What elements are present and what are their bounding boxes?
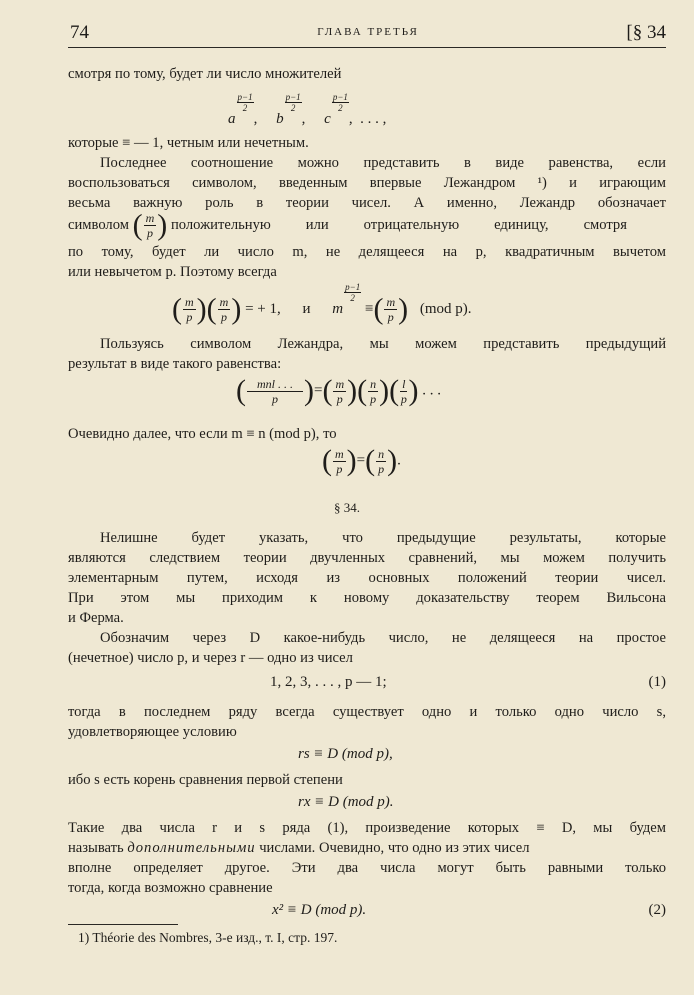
chapter-title: ГЛАВА ТРЕТЬЯ: [317, 26, 419, 38]
text-line: смотря по тому, будет ли число множителей: [68, 66, 342, 82]
text-line: тогда в последнем ряду всегда существует одно и только одно число s,: [68, 704, 666, 720]
text-line: Такие два числа r и s ряда (1), произведение которых ≡ D, мы будем: [68, 820, 666, 836]
text-line: Нелишне будет указать, что предыдущие результаты, которые: [100, 530, 666, 546]
header-rule: [68, 47, 666, 48]
text-line: Пользуясь символом Лежандра, мы можем представить предыдущий: [100, 336, 666, 352]
text-line: (нечетное) число p, и через r — одно из чисел: [68, 650, 353, 666]
powers-equation: a $\frac{p-1}{2}$, b $\frac{p-1}{2}$, c $\frac{p-1}{2}$, . . . ,: [228, 92, 387, 127]
running-header: [70, 22, 666, 46]
legendre-equation-2: ( $\frac{\text{mnl . . .}}{p}$ )=( $\frac{m}{p}$ )( $\frac{n}{p}$ )( $\frac{l}{p}$ ) . . .: [236, 374, 441, 407]
legendre-equation-1: ( $\frac{m}{p}$ )( $\frac{m}{p}$ ) = + 1, и m $\frac{p-1}{2}$ ≡( $\frac{m}{p}$ ) (mod p).: [172, 282, 472, 326]
sequence-equation: 1, 2, 3, . . . , p — 1;: [270, 674, 387, 690]
text-line: которые ≡ — 1, четным или нечетным.: [68, 135, 309, 151]
footnote-mark: 1): [78, 930, 90, 945]
text-line: являются следствием теории двучленных сравнений, мы можем получить: [68, 550, 666, 566]
text-line: символом ( $\frac{m}{p}$ ) положительную или отрицательную единицу, смотря: [68, 208, 627, 242]
footnote: [78, 930, 337, 946]
text-line: результат в виде такого равенства:: [68, 356, 282, 372]
text-line: удовлетворяющее условию: [68, 724, 237, 740]
text-line: ибо s есть корень сравнения первой степени: [68, 772, 343, 788]
text-line: весьма важную роль в теории чисел. А именно, Лежандр обозначает: [68, 195, 666, 211]
congruence-x2: x² ≡ D (mod p).: [272, 902, 367, 918]
equation-number-2: (2): [648, 902, 666, 918]
footnote-text: Théorie des Nombres, 3-е изд., т. I, стр. 197.: [92, 930, 338, 945]
text-line: воспользоваться символом, введенным впервые Лежандром ¹) и играющим: [68, 175, 666, 191]
section-heading: § 34.: [334, 500, 360, 515]
text-line: элементарным путем, исходя из основных положений теории чисел.: [68, 570, 666, 586]
text-line: Очевидно далее, что если m ≡ n (mod p), то: [68, 426, 337, 442]
text-line: называть дополнительными числами. Очевидно, что одно из этих чисел: [68, 840, 530, 856]
footnote-rule: [68, 924, 178, 925]
text-line: тогда, когда возможно сравнение: [68, 880, 273, 896]
text-line: При этом мы приходим к новому доказательству теорем Вильсона: [68, 590, 666, 606]
congruence-rx: rx ≡ D (mod p).: [298, 794, 394, 810]
text-line: Последнее соотношение можно представить в виде равенства, если: [100, 155, 666, 171]
text-line: и Ферма.: [68, 610, 124, 626]
section-marker: [§ 34: [626, 22, 666, 43]
text-line: по тому, будет ли число m, не делящееся на p, квадратичным вычетом: [68, 244, 666, 260]
congruence-rs: rs ≡ D (mod p),: [298, 746, 393, 762]
page-number: 74: [70, 22, 89, 43]
legendre-equation-3: ( $\frac{m}{p}$ )=( $\frac{n}{p}$ ).: [322, 444, 401, 477]
text-line: Обозначим через D какое-нибудь число, не делящееся на простое: [100, 630, 666, 646]
text-line: вполне определяет другое. Эти два числа могут быть равными только: [68, 860, 666, 876]
emphasis-term: дополнительными: [127, 840, 256, 856]
equation-number-1: (1): [648, 674, 666, 690]
text-line: или невычетом p. Поэтому всегда: [68, 264, 277, 280]
